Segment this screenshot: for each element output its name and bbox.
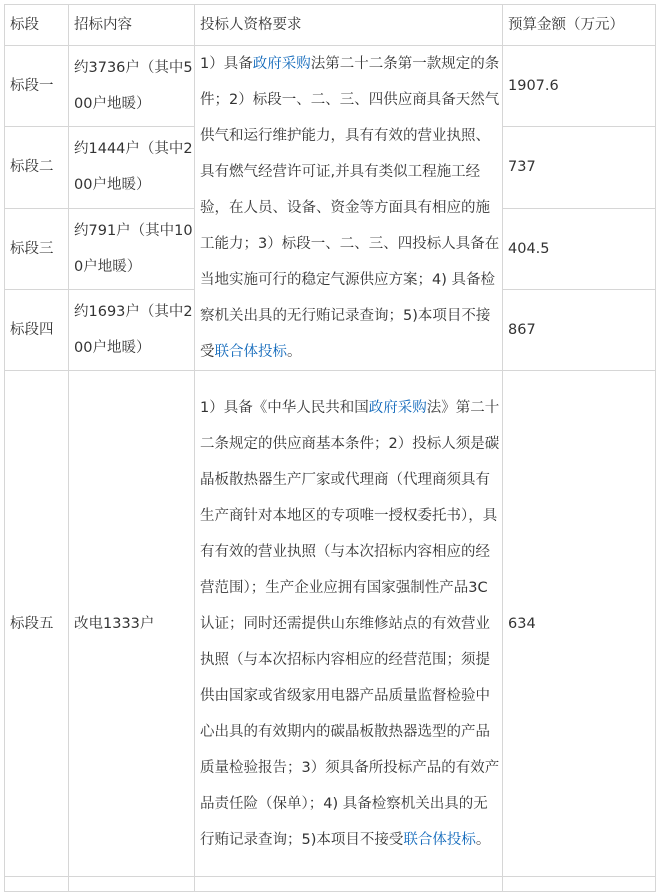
consortium-bid-link[interactable]: 联合体投标 [214,344,287,360]
budget-cell: 404.5 [503,208,656,289]
empty-cell [5,877,69,892]
req-text: 法第二十二条第一款规定的条件；2）标段一、二、三、四供应商具备天然气供气和运行维护能力，具有有效的营业执照、具有燃气经营许可证,并具有类似工程施工经验，在人员、设备、资金等方面具有相应的施工能力；3）标段一、二、三、四投标人具备在当地实施可行的稳定气源供应方案；4) 具备检察机关出具的无行贿记录查询；5)本项目不接受 [200,56,500,360]
lot-cell: 标段五 [5,371,69,877]
req-text: 。 [475,831,491,848]
content-cell: 约3736户（其中500户地暖） [69,46,195,127]
header-budget: 预算金额（万元） [503,5,656,46]
req-text: 。 [287,344,302,360]
content-cell: 约1693户（其中200户地暖） [69,289,195,370]
bid-lots-table [4,4,656,892]
budget-cell: 1907.6 [503,46,656,127]
budget-cell: 867 [503,289,656,370]
requirements-cell [195,371,503,877]
content-cell: 约1444户（其中200户地暖） [69,127,195,208]
budget-cell: 634 [503,371,656,877]
req-text: 法》第二十二条规定的供应商基本条件；2）投标人须是碳晶板散热器生产厂家或代理商（代理商须具有生产商针对本地区的专项唯一授权委托书），具有有效的营业执照（与本次招标内容相应的经营范围）；生产企业应拥有国家强制性产品3C认证；同时还需提供山东维修站点的有效营业执照（与本次招标内容相应的经营范围；须提供由国家或省级家用电器产品质量监督检验中心出具的有效期内的碳晶板散热器选型的产品质量检验报告；3）须具备所投标产品的有效产品责任险（保单）；4) 具备检察机关出具的无行贿记录查询；5)本项目不接受 [200,399,500,848]
table-row [5,46,656,127]
req-text: 1）具备《中华人民共和国 [200,399,369,416]
consortium-bid-link[interactable]: 联合体投标 [403,831,476,848]
lot-cell: 标段四 [5,289,69,370]
content-cell: 约791户（其中100户地暖） [69,208,195,289]
empty-cell [503,877,656,892]
empty-cell [69,877,195,892]
gov-procurement-link[interactable]: 政府采购 [252,56,311,72]
header-content: 招标内容 [69,5,195,46]
budget-cell: 737 [503,127,656,208]
table-row-partial [5,877,656,892]
gov-procurement-link[interactable]: 政府采购 [368,399,427,416]
content-cell: 改电1333户 [69,371,195,877]
req-text: 1）具备 [200,56,253,72]
header-requirements: 投标人资格要求 [195,5,503,46]
table-row [5,371,656,877]
requirements-cell [195,46,503,371]
header-lot: 标段 [5,5,69,46]
lot-cell: 标段一 [5,46,69,127]
table-header-row [5,5,656,46]
empty-cell [195,877,503,892]
lot-cell: 标段二 [5,127,69,208]
lot-cell: 标段三 [5,208,69,289]
